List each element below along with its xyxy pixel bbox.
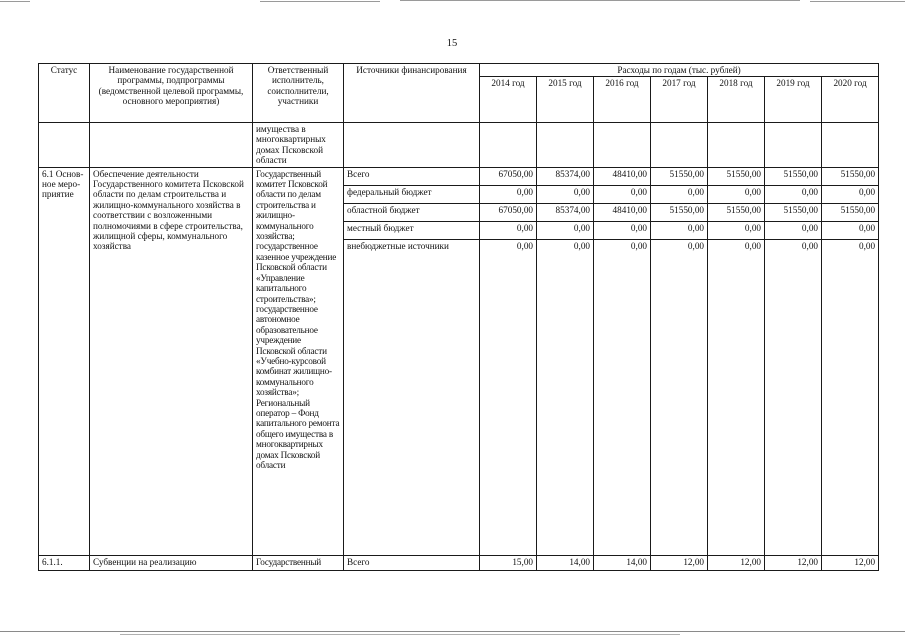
table-row — [39, 555, 879, 570]
value-cell: 67050,00 — [480, 203, 537, 221]
header-year: 2016 год — [594, 77, 651, 123]
value-cell: 0,00 — [822, 221, 879, 239]
cell-empty — [594, 123, 651, 168]
row-executor: Государственный — [253, 555, 344, 570]
value-cell: 51550,00 — [708, 203, 765, 221]
page-number: 15 — [446, 38, 458, 49]
row-status: 6.1 Основ- ное меро- приятие — [39, 167, 90, 555]
value-cell: 51550,00 — [765, 203, 822, 221]
financing-table — [38, 63, 879, 571]
value-cell: 0,00 — [651, 185, 708, 203]
value-cell: 0,00 — [708, 239, 765, 555]
value-cell: 0,00 — [537, 185, 594, 203]
header-year: 2017 год — [651, 77, 708, 123]
continuation-executor: имущества в многоквартирных домах Псковской области — [253, 123, 344, 168]
header-year: 2014 год — [480, 77, 537, 123]
value-cell: 0,00 — [765, 221, 822, 239]
source-label: местный бюджет — [344, 221, 480, 239]
header-name: Наименование государственной программы, подпрограммы (ведомственной целевой программы, основного мероприятия) — [90, 64, 253, 123]
value-cell: 51550,00 — [708, 167, 765, 185]
header-expenses: Расходы по годам (тыс. рублей) — [480, 64, 879, 77]
cell-empty — [765, 123, 822, 168]
source-label: федеральный бюджет — [344, 185, 480, 203]
row-name: Обеспечение деятельности Государственного комитета Псковской области по делам строительства и жилищно-коммунального хозяйства в соответствии с возложенными полномочиями в сфере строительства, жилищной сферы, коммунального хозяйства — [90, 167, 253, 555]
value-cell: 12,00 — [651, 555, 708, 570]
value-cell: 85374,00 — [537, 203, 594, 221]
value-cell: 0,00 — [708, 185, 765, 203]
header-status: Статус — [39, 64, 90, 123]
source-label: Всего — [344, 555, 480, 570]
value-cell: 0,00 — [651, 221, 708, 239]
value-cell: 12,00 — [708, 555, 765, 570]
value-cell: 0,00 — [594, 239, 651, 555]
cell-empty — [537, 123, 594, 168]
value-cell: 48410,00 — [594, 203, 651, 221]
value-cell: 0,00 — [480, 239, 537, 555]
value-cell: 67050,00 — [480, 167, 537, 185]
value-cell: 51550,00 — [822, 167, 879, 185]
value-cell: 0,00 — [765, 239, 822, 555]
value-cell: 0,00 — [594, 185, 651, 203]
header-row — [39, 64, 879, 77]
cell-empty — [90, 123, 253, 168]
source-label: Всего — [344, 167, 480, 185]
value-cell: 51550,00 — [651, 203, 708, 221]
value-cell: 0,00 — [480, 185, 537, 203]
value-cell: 48410,00 — [594, 167, 651, 185]
cell-empty — [344, 123, 480, 168]
value-cell: 12,00 — [765, 555, 822, 570]
cell-empty — [651, 123, 708, 168]
value-cell: 14,00 — [594, 555, 651, 570]
header-sources: Источники финансирования — [344, 64, 480, 123]
value-cell: 0,00 — [822, 185, 879, 203]
value-cell: 0,00 — [651, 239, 708, 555]
header-year: 2015 год — [537, 77, 594, 123]
header-year: 2019 год — [765, 77, 822, 123]
value-cell: 0,00 — [765, 185, 822, 203]
cell-empty — [822, 123, 879, 168]
row-status: 6.1.1. — [39, 555, 90, 570]
header-year: 2020 год — [822, 77, 879, 123]
scan-edge-top — [0, 0, 905, 3]
value-cell: 51550,00 — [765, 167, 822, 185]
continuation-row — [39, 123, 879, 168]
cell-empty — [480, 123, 537, 168]
value-cell: 14,00 — [537, 555, 594, 570]
scan-edge-bottom — [0, 628, 905, 638]
value-cell: 12,00 — [822, 555, 879, 570]
row-name: Субвенции на реализацию — [90, 555, 253, 570]
value-cell: 0,00 — [594, 221, 651, 239]
value-cell: 51550,00 — [651, 167, 708, 185]
value-cell: 15,00 — [480, 555, 537, 570]
value-cell: 51550,00 — [822, 203, 879, 221]
source-label: внебюджетные источники — [344, 239, 480, 555]
value-cell: 0,00 — [708, 221, 765, 239]
value-cell: 0,00 — [537, 221, 594, 239]
row-executor: Государственный комитет Псковской области по делам строительства и жилищно-коммунального хозяйства; государственное казенное учреждение Псковской области «Управление капитального строительства»; государственное автономное образовательное учреждение Псковской области «Учебно-курсовой комбинат жилищно-коммунального хозяйства»; Региональный оператор – Фонд капитального ремонта общего имущества в многоквартирных домах Псковской области — [253, 167, 344, 555]
value-cell: 0,00 — [537, 239, 594, 555]
cell-empty — [39, 123, 90, 168]
table-row — [39, 167, 879, 185]
cell-empty — [708, 123, 765, 168]
header-executor: Ответственный исполнитель, соисполнители, участники — [253, 64, 344, 123]
value-cell: 0,00 — [480, 221, 537, 239]
value-cell: 0,00 — [822, 239, 879, 555]
value-cell: 85374,00 — [537, 167, 594, 185]
source-label: областной бюджет — [344, 203, 480, 221]
header-year: 2018 год — [708, 77, 765, 123]
